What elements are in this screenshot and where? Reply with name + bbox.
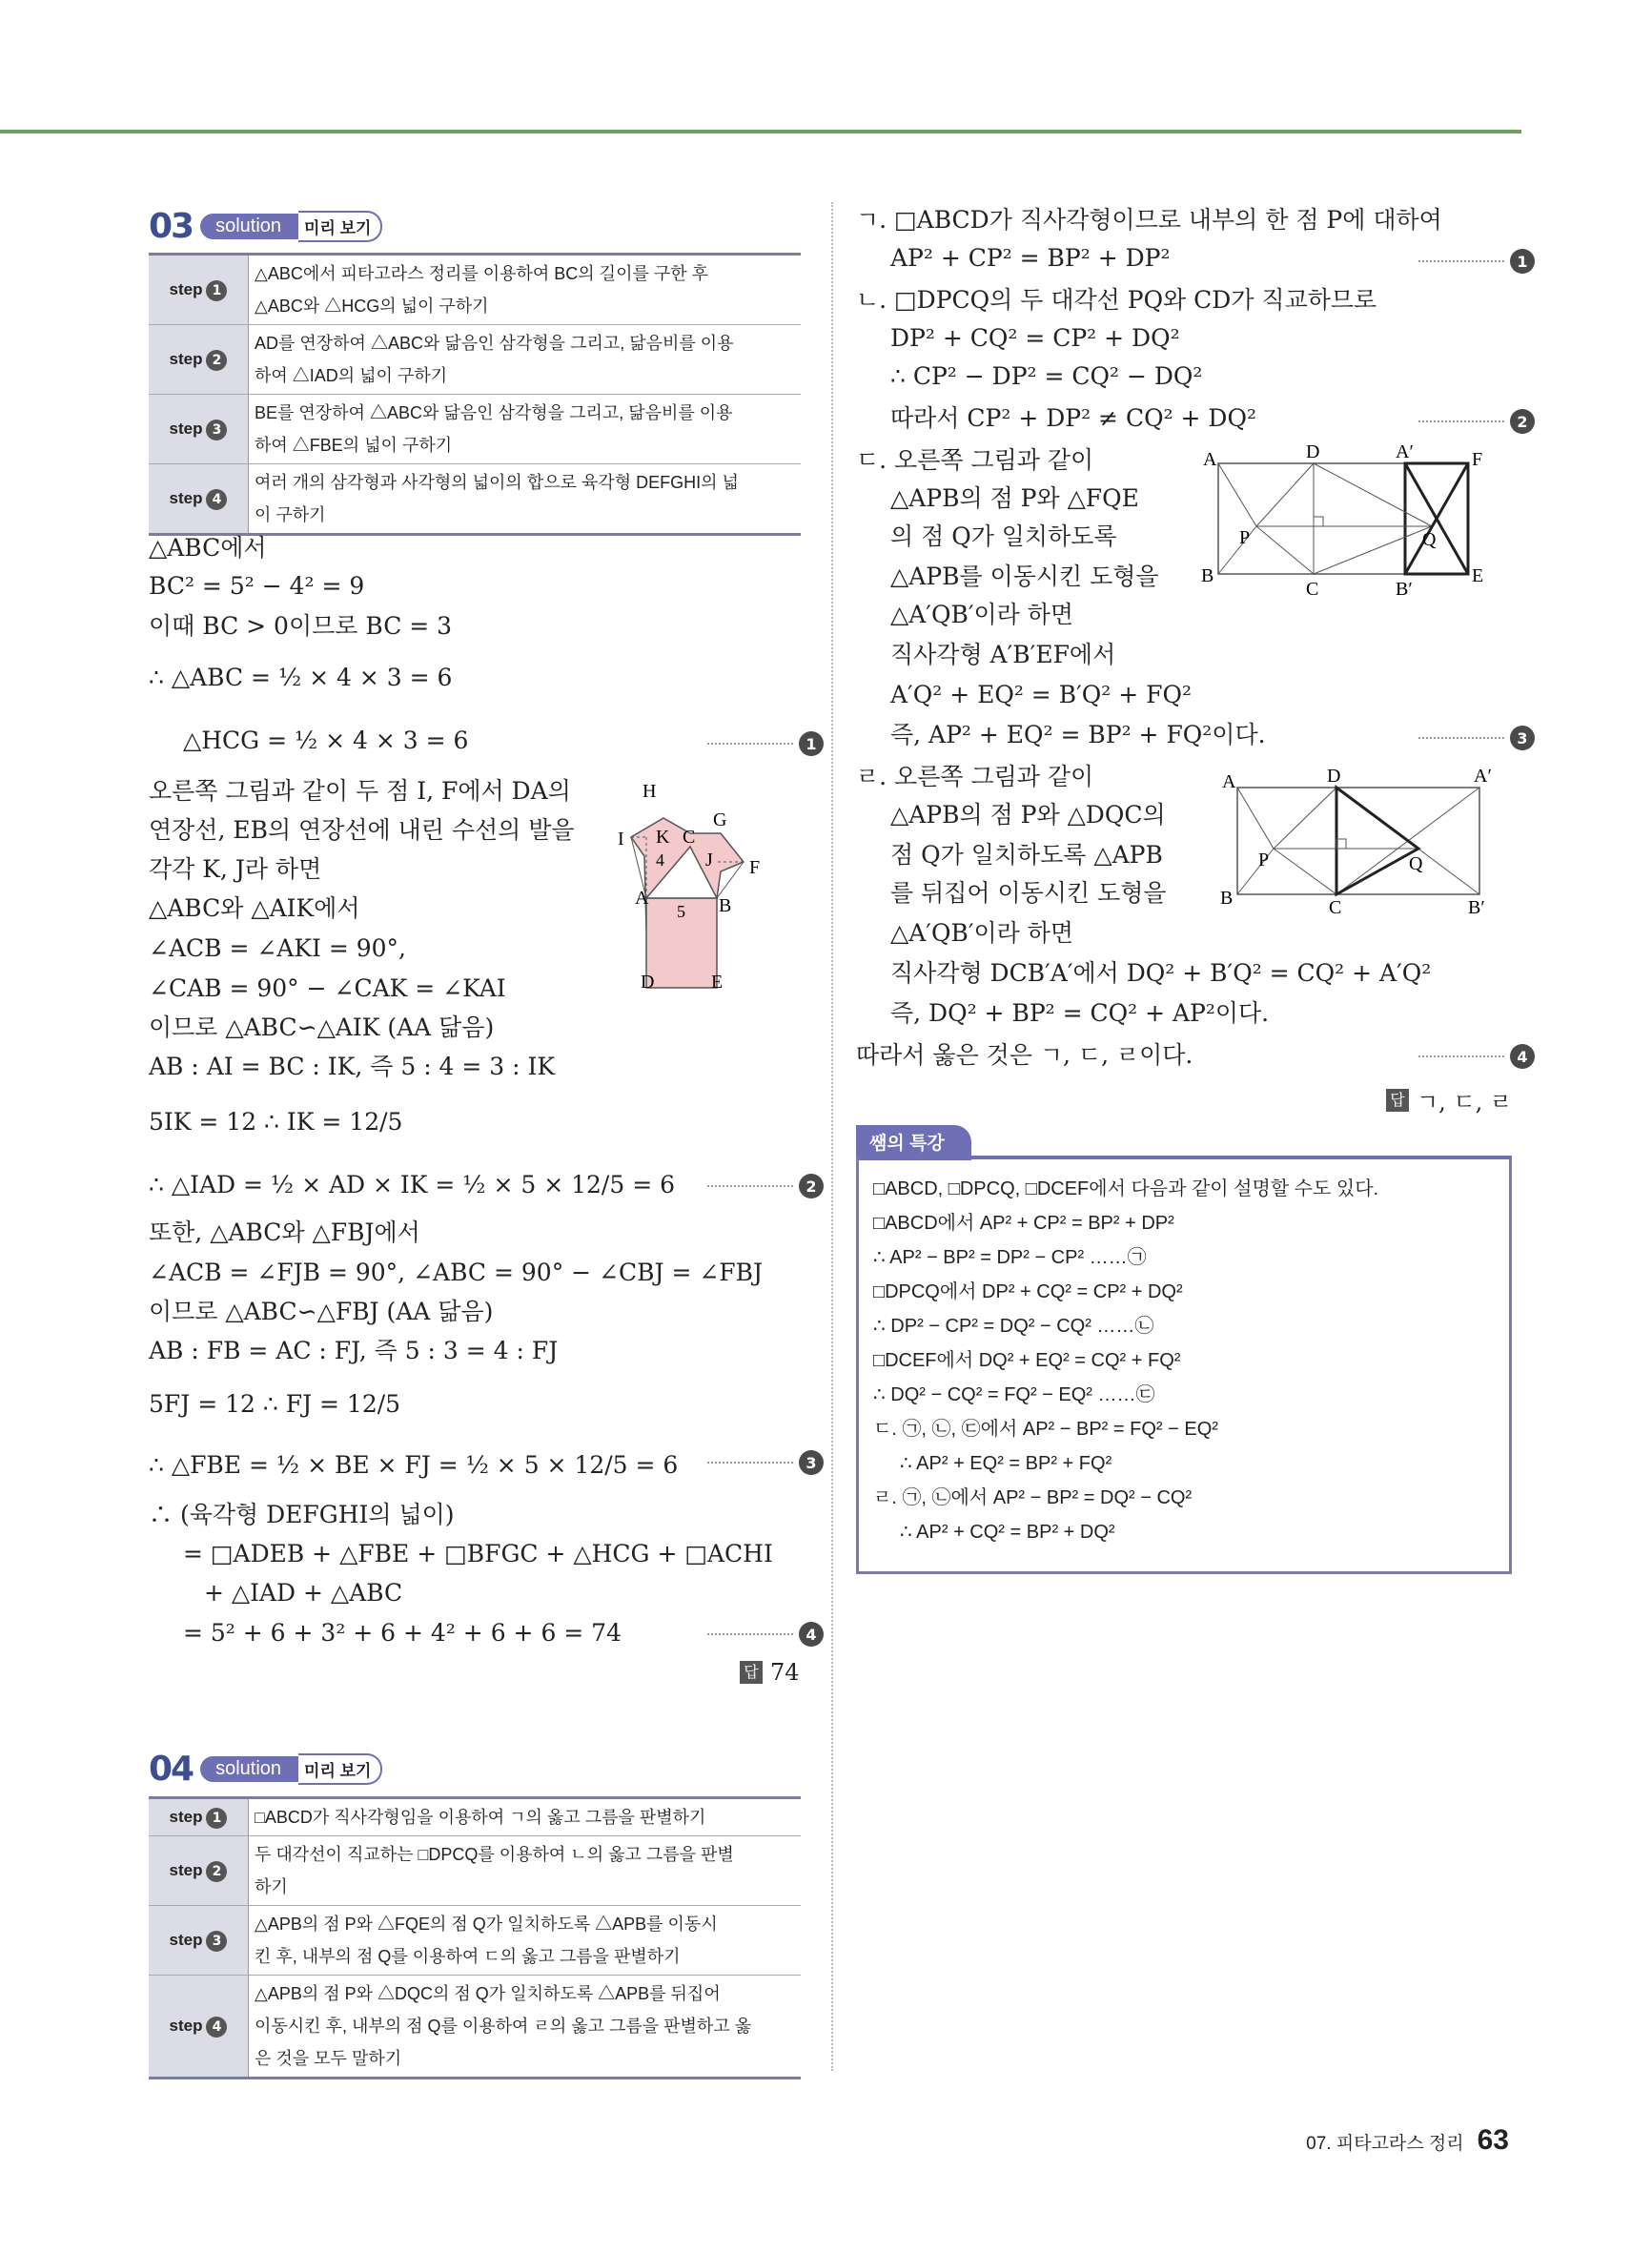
tip-line: ∴ DP² − CP² = DQ² − CQ² ……㉡ — [873, 1316, 1154, 1337]
step-marker: 3 — [1418, 727, 1535, 749]
solution-line: 따라서 옳은 것은 ㄱ, ㄷ, ㄹ이다. — [856, 1041, 1193, 1069]
step-text: □ABCD가 직사각형임을 이용하여 ㄱ의 옳고 그름을 판별하기 — [249, 1798, 802, 1836]
solution-line: △APB의 점 P와 △DQC의 — [890, 801, 1166, 829]
fig-label-4: 4 — [656, 850, 664, 870]
step-label: step 4 — [149, 464, 249, 535]
answer-choices — [1386, 1083, 1512, 1116]
fig1-label-P: P — [1239, 527, 1251, 548]
step-label: step 3 — [149, 395, 249, 464]
solution-line: 직사각형 DCB′A′에서 DQ² + B′Q² = CQ² + A′Q² — [890, 959, 1432, 987]
answer-label: 답 — [740, 1661, 763, 1684]
solution-line: ㄹ. 오른쪽 그림과 같이 — [856, 763, 1094, 790]
step-row — [149, 255, 801, 325]
page-footer — [1306, 2124, 1509, 2157]
problem-03-header — [149, 206, 382, 246]
tip-line: □ABCD, □DPCQ, □DCEF에서 다음과 같이 설명할 수도 있다. — [873, 1178, 1379, 1199]
solution-line: = 5² + 6 + 3² + 6 + 4² + 6 + 6 = 74 — [183, 1619, 622, 1647]
solution-line: 또한, △ABC와 △FBJ에서 — [149, 1219, 420, 1246]
fig-label-A: A — [635, 888, 649, 909]
solution-line: △ABC에서 — [149, 534, 267, 562]
step-label: step 2 — [149, 325, 249, 395]
answer-value: ㄱ, ㄷ, ㄹ — [1417, 1089, 1513, 1116]
step-marker: 4 — [707, 1623, 824, 1646]
tip-title: 쌤의 특강 — [856, 1125, 971, 1160]
step-marker: 4 — [1418, 1045, 1535, 1068]
fig2-label-A: A — [1222, 771, 1236, 792]
solution-line: 점 Q가 일치하도록 △APB — [890, 841, 1163, 869]
solution-line: ∴ (육각형 DEFGHI의 넓이) — [149, 1501, 455, 1528]
solution-line: ∴ △IAD = ½ × AD × IK = ½ × 5 × 12/5 = 6 — [149, 1171, 676, 1198]
step-marker: 2 — [1418, 410, 1535, 433]
fig1-label-B: B — [1201, 565, 1214, 586]
fig-label-5: 5 — [677, 902, 685, 921]
fig1-label-A-prime: A′ — [1396, 441, 1414, 462]
step-row — [149, 1798, 801, 1836]
column-divider — [831, 202, 833, 2071]
page-number: 63 — [1477, 2124, 1509, 2156]
solution-line: △A′QB′이라 하면 — [890, 601, 1074, 628]
fig1-label-B-prime: B′ — [1396, 579, 1413, 600]
fig-label-E: E — [711, 972, 724, 992]
step-row — [149, 464, 801, 535]
fig-label-G: G — [713, 809, 727, 830]
fig2-label-A-prime: A′ — [1474, 766, 1492, 787]
step-marker: 3 — [707, 1451, 824, 1474]
top-accent-bar — [0, 130, 1521, 133]
problem-04-header — [149, 1749, 382, 1789]
answer-label: 답 — [1386, 1089, 1409, 1112]
solution-line: ∠CAB = 90° − ∠CAK = ∠KAI — [149, 974, 506, 1002]
step-marker: 1 — [1418, 250, 1535, 273]
step-text: BE를 연장하여 △ABC와 닮음인 삼각형을 그리고, 닮음비를 이용 하여 △FBE의 넓이 구하기 — [249, 395, 802, 464]
answer-74 — [740, 1659, 800, 1686]
fig-label-I: I — [618, 829, 624, 850]
answer-value: 74 — [770, 1659, 800, 1686]
solution-line: + △IAD + △ABC — [204, 1579, 403, 1607]
fig-label-C: C — [683, 827, 696, 848]
fig2-label-B: B — [1220, 888, 1234, 909]
fig-label-J: J — [705, 850, 713, 870]
tip-line: □DPCQ에서 DP² + CQ² = CP² + DQ² — [873, 1281, 1183, 1302]
fig-label-H: H — [642, 781, 657, 802]
rectangle-figure-2 — [1218, 761, 1495, 921]
solution-line: △APB를 이동시킨 도형을 — [890, 563, 1159, 590]
step-label: step 1 — [149, 1798, 249, 1836]
solution-line: 각각 K, J라 하면 — [149, 855, 322, 883]
problem-04-steps-table — [149, 1796, 801, 2079]
solution-line: ∴ △FBE = ½ × BE × FJ = ½ × 5 × 12/5 = 6 — [149, 1451, 679, 1479]
solution-line: ㄷ. 오른쪽 그림과 같이 — [856, 446, 1094, 474]
tip-line: ㄷ. ㉠, ㉡, ㉢에서 AP² − BP² = FQ² − EQ² — [873, 1419, 1218, 1440]
solution-line: 를 뒤집어 이동시킨 도형을 — [890, 879, 1167, 907]
solution-line: ∴ △ABC = ½ × 4 × 3 = 6 — [149, 664, 453, 691]
step-row — [149, 1906, 801, 1976]
solution-line: ㄴ. □DPCQ의 두 대각선 PQ와 CD가 직교하므로 — [856, 286, 1377, 314]
solution-line: 직사각형 A′B′EF에서 — [890, 641, 1116, 668]
fig-label-B: B — [719, 895, 732, 916]
solution-line: 5FJ = 12 ∴ FJ = 12/5 — [149, 1390, 401, 1418]
solution-line: 이므로 △ABC∽△FBJ (AA 닮음) — [149, 1298, 494, 1325]
rectangle-figure-1 — [1199, 440, 1485, 603]
problem-number: 03 — [149, 206, 194, 246]
solution-line: 따라서 CP² + DP² ≠ CQ² + DQ² — [890, 404, 1256, 432]
solution-line: 의 점 Q가 일치하도록 — [890, 522, 1117, 550]
fig2-label-P: P — [1258, 850, 1270, 870]
preview-label: 미리 보기 — [298, 211, 382, 242]
fig2-label-D: D — [1327, 766, 1341, 787]
step-text: △APB의 점 P와 △FQE의 점 Q가 일치하도록 △APB를 이동시 킨 후, 내부의 점 Q를 이용하여 ㄷ의 옳고 그름을 판별하기 — [249, 1906, 802, 1976]
solution-line: △HCG = ½ × 4 × 3 = 6 — [183, 727, 469, 754]
fig-label-D: D — [641, 972, 655, 992]
step-text: △APB의 점 P와 △DQC의 점 Q가 일치하도록 △APB를 뒤집어 이동시킨 후, 내부의 점 Q를 이용하여 ㄹ의 옳고 그름을 판별하고 옳 은 것을 모두 말하기 — [249, 1976, 802, 2079]
solution-line: DP² + CQ² = CP² + DQ² — [890, 324, 1180, 352]
hexagon-figure — [597, 770, 797, 992]
step-label: step 1 — [149, 255, 249, 325]
fig-label-F: F — [749, 857, 761, 878]
fig1-label-D: D — [1306, 441, 1320, 462]
solution-line: △ABC와 △AIK에서 — [149, 894, 360, 922]
solution-line: 연장선, EB의 연장선에 내린 수선의 발을 — [149, 816, 575, 844]
fig1-label-A: A — [1203, 449, 1217, 470]
tip-line: ∴ AP² − BP² = DP² − CP² ……㉠ — [873, 1247, 1147, 1268]
fig1-label-Q: Q — [1422, 529, 1437, 550]
solution-line: 오른쪽 그림과 같이 두 점 I, F에서 DA의 — [149, 777, 571, 805]
solution-line: AP² + CP² = BP² + DP² — [890, 244, 1171, 272]
solution-line: AB : FB = AC : FJ, 즉 5 : 3 = 4 : FJ — [149, 1337, 559, 1364]
solution-line: 즉, DQ² + BP² = CQ² + AP²이다. — [890, 999, 1270, 1027]
solution-line: ∠ACB = ∠FJB = 90°, ∠ABC = 90° − ∠CBJ = ∠FBJ — [149, 1259, 764, 1286]
tip-line: ㄹ. ㉠, ㉡에서 AP² − BP² = DQ² − CQ² — [873, 1487, 1193, 1508]
problem-03-steps-table — [149, 253, 801, 536]
solution-line: △A′QB′이라 하면 — [890, 919, 1074, 947]
solution-line: 이때 BC > 0이므로 BC = 3 — [149, 612, 453, 640]
step-row — [149, 395, 801, 464]
tip-line: □ABCD에서 AP² + CP² = BP² + DP² — [873, 1213, 1174, 1234]
step-marker: 2 — [707, 1175, 824, 1198]
step-text: AD를 연장하여 △ABC와 닮음인 삼각형을 그리고, 닮음비를 이용 하여 △IAD의 넓이 구하기 — [249, 325, 802, 395]
tip-line: ∴ DQ² − CQ² = FQ² − EQ² ……㉢ — [873, 1384, 1155, 1405]
step-label: step 3 — [149, 1906, 249, 1976]
solution-line: 5IK = 12 ∴ IK = 12/5 — [149, 1108, 403, 1136]
step-marker: 1 — [707, 732, 824, 755]
tip-line: ∴ AP² + EQ² = BP² + FQ² — [900, 1453, 1112, 1474]
fig1-label-F: F — [1472, 449, 1483, 470]
step-label: step 2 — [149, 1836, 249, 1906]
solution-line: AB : AI = BC : IK, 즉 5 : 4 = 3 : IK — [149, 1053, 556, 1080]
solution-line: = □ADEB + △FBE + □BFGC + △HCG + □ACHI — [183, 1540, 773, 1567]
solution-badge: solution — [200, 1756, 298, 1782]
solution-badge: solution — [200, 214, 298, 239]
step-label: step 4 — [149, 1976, 249, 2079]
fig1-label-E: E — [1472, 565, 1484, 586]
tip-line: ∴ AP² + CQ² = BP² + DQ² — [900, 1522, 1115, 1543]
fig2-label-C: C — [1329, 897, 1342, 918]
step-row — [149, 325, 801, 395]
chapter-title: 07. 피타고라스 정리 — [1306, 2134, 1464, 2154]
solution-line: ㄱ. □ABCD가 직사각형이므로 내부의 한 점 P에 대하여 — [856, 206, 1442, 234]
step-row — [149, 1976, 801, 2079]
tip-line: □DCEF에서 DQ² + EQ² = CQ² + FQ² — [873, 1350, 1181, 1371]
solution-line: BC² = 5² − 4² = 9 — [149, 572, 365, 600]
fig2-label-Q: Q — [1409, 853, 1423, 874]
fig1-label-C: C — [1306, 579, 1319, 600]
solution-line: 즉, AP² + EQ² = BP² + FQ²이다. — [890, 721, 1266, 748]
solution-line: ∠ACB = ∠AKI = 90°, — [149, 934, 406, 962]
step-text: △ABC에서 피타고라스 정리를 이용하여 BC의 길이를 구한 후 △ABC와 △HCG의 넓이 구하기 — [249, 255, 802, 325]
solution-line: ∴ CP² − DP² = CQ² − DQ² — [890, 362, 1203, 390]
problem-number: 04 — [149, 1749, 194, 1789]
solution-line: A′Q² + EQ² = B′Q² + FQ² — [890, 681, 1192, 708]
step-text: 두 대각선이 직교하는 □DPCQ를 이용하여 ㄴ의 옳고 그름을 판별 하기 — [249, 1836, 802, 1906]
solution-line: △APB의 점 P와 △FQE — [890, 484, 1139, 512]
step-text: 여러 개의 삼각형과 사각형의 넓이의 합으로 육각형 DEFGHI의 넓 이 구하기 — [249, 464, 802, 535]
preview-label: 미리 보기 — [298, 1753, 382, 1785]
step-row — [149, 1836, 801, 1906]
solution-line: 이므로 △ABC∽△AIK (AA 닮음) — [149, 1014, 495, 1041]
fig-label-K: K — [656, 827, 670, 848]
fig2-label-B-prime: B′ — [1468, 897, 1485, 918]
